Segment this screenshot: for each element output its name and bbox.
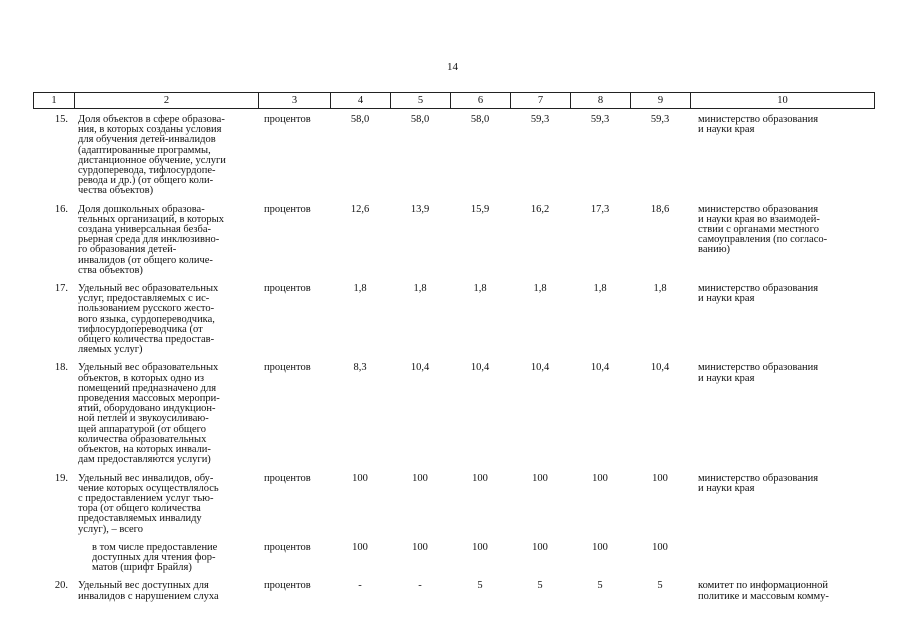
column-header: 7 [511, 93, 571, 109]
value-cell: 100 [352, 541, 368, 553]
column-header: 8 [571, 93, 631, 109]
value-cell: 1,8 [353, 283, 367, 295]
value-cell: 100 [652, 541, 668, 553]
column-header: 6 [451, 93, 511, 109]
value-cell: 1,8 [473, 283, 487, 295]
value-cell: 1,8 [593, 283, 607, 295]
table-row [33, 360, 874, 470]
table-row [33, 471, 874, 540]
value-cell: 10,4 [410, 362, 430, 374]
value-cell: 1,8 [413, 283, 427, 295]
value-cell: 5 [657, 580, 663, 592]
indicator-text: Доля объектов в сфере образова- ния, в которых созданы условия для обучения детей-инвалидов (адаптированные программы, дистанционное обучение, услуги сурдоперевода, тифлосурдопе- ревода и др.) (от общего коли- чества объектов) [78, 114, 226, 197]
row-number: 20. [54, 580, 68, 592]
value-cell: 5 [477, 580, 483, 592]
row-number: 15. [54, 114, 68, 125]
value-cell: 59,3 [590, 114, 610, 125]
column-header: 4 [331, 93, 391, 109]
column-header: 10 [691, 93, 875, 109]
value-cell: 10,4 [470, 362, 490, 374]
table-header [33, 92, 875, 109]
value-cell: 100 [592, 472, 608, 484]
value-cell: 16,2 [530, 203, 550, 215]
value-cell: 10,4 [590, 362, 610, 374]
unit-text: процентов [264, 362, 311, 374]
row-number: 19. [54, 472, 68, 484]
value-cell: 58,0 [410, 114, 430, 125]
indicator-text: Удельный вес доступных для инвалидов с нарушением слуха [78, 580, 219, 602]
value-cell: 100 [652, 472, 668, 484]
value-cell: - [358, 580, 362, 592]
value-cell: 58,0 [470, 114, 490, 125]
value-cell: 5 [597, 580, 603, 592]
page-number: 14 [447, 61, 458, 73]
table-row [33, 202, 874, 281]
value-cell: 1,8 [653, 283, 667, 295]
column-header: 1 [34, 93, 75, 109]
indicator-text: Доля дошкольных образова- тельных организаций, в которых создана универсальная безба- рьерная среда для инклюзивно- го образования детей- инвалидов (от общего количе- ства объектов) [78, 203, 224, 276]
value-cell: 100 [532, 472, 548, 484]
column-header: 9 [631, 93, 691, 109]
unit-text: процентов [264, 203, 311, 215]
unit-text: процентов [264, 283, 311, 295]
value-cell: 17,3 [590, 203, 610, 215]
value-cell: 100 [532, 541, 548, 553]
value-cell: 1,8 [533, 283, 547, 295]
row-number: 16. [54, 203, 68, 215]
indicator-text: Удельный вес инвалидов, обу- чение которых осуществлялось с предоставлением услуг тью- тора (от общего количества предоставляемых инвалиду услуг), – всего [78, 472, 219, 535]
value-cell: 100 [412, 541, 428, 553]
value-cell: 5 [537, 580, 543, 592]
responsible-text: министерство образования и науки края [698, 283, 819, 305]
unit-text: процентов [264, 472, 311, 484]
row-number: 17. [54, 283, 68, 295]
table-row [33, 578, 874, 606]
responsible-text: министерство образования и науки края во взаимодей- ствии с органами местного самоуправления (по согласо- ванию) [698, 203, 828, 256]
value-cell: 100 [472, 541, 488, 553]
value-cell: 12,6 [350, 203, 370, 215]
indicator-text: в том числе предоставление доступных для чтения фор- матов (шрифт Брайля) [92, 541, 218, 574]
indicator-table [33, 112, 874, 607]
value-cell: 10,4 [650, 362, 670, 374]
unit-text: процентов [264, 580, 311, 592]
responsible-text: комитет по информационной политике и массовым комму- [698, 580, 829, 602]
value-cell: 18,6 [650, 203, 670, 215]
column-header: 5 [391, 93, 451, 109]
value-cell: 100 [352, 472, 368, 484]
value-cell: 100 [592, 541, 608, 553]
table-row [33, 281, 874, 360]
value-cell: 13,9 [410, 203, 430, 215]
value-cell: 59,3 [650, 114, 670, 125]
indicator-text: Удельный вес образовательных услуг, предоставляемых с ис- пользованием русского жесто- вого языка, сурдопереводчика, тифлосурдопереводчика (от общего количества предостав- ляемых услуг) [78, 283, 219, 356]
column-header: 3 [259, 93, 331, 109]
value-cell: 100 [412, 472, 428, 484]
value-cell: 8,3 [353, 362, 367, 374]
table-row [33, 540, 874, 579]
unit-text: процентов [264, 114, 311, 125]
value-cell: 100 [472, 472, 488, 484]
column-header: 2 [75, 93, 259, 109]
indicator-text: Удельный вес образовательных объектов, в которых одно из помещений предназначено для проведения массовых меропри- ятий, оборудовано индукцион- ной петлей и звукоусиливаю- щей аппаратурой (от общего количества образовательных объектов, на которых инвали- дам предоставляются услуги) [78, 362, 220, 466]
value-cell: - [418, 580, 422, 592]
responsible-text: министерство образования и науки края [698, 362, 819, 384]
value-cell: 10,4 [530, 362, 550, 374]
table-row [33, 112, 874, 202]
value-cell: 58,0 [350, 114, 370, 125]
row-number: 18. [54, 362, 68, 374]
value-cell: 15,9 [470, 203, 490, 215]
responsible-text: министерство образования и науки края [698, 114, 819, 136]
responsible-text [690, 540, 874, 579]
row-number [33, 540, 74, 579]
value-cell: 59,3 [530, 114, 550, 125]
responsible-text: министерство образования и науки края [698, 472, 819, 494]
unit-text: процентов [264, 541, 311, 553]
